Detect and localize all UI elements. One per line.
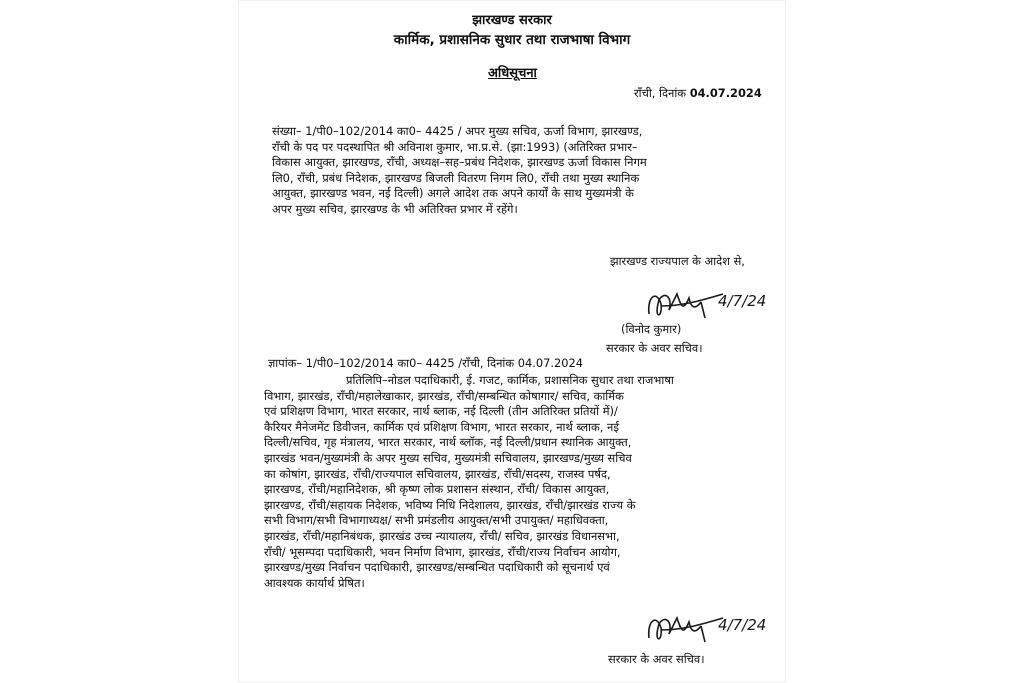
body-line: राँची के पद पर पदस्थापित श्री अविनाश कुमार, भा.प्र.से. (झा:1993) (अतिरिक्त प्रभार–	[272, 139, 638, 154]
copy-line: झारखण्ड, राँची/सहायक निदेशक, भविष्य निधि निदेशालय, झारखंड, राँची/झारखंड राज्य के	[264, 497, 636, 512]
copy-line: प्रतिलिपि–नोडल पदाधिकारी, ई. गजट, कार्मिक, प्रशासनिक सुधार तथा राजभाषा	[346, 373, 674, 387]
order-by-governor: झारखण्ड राज्यपाल के आदेश से,	[610, 254, 745, 268]
government-heading: झारखण्ड सरकार	[472, 13, 552, 28]
body-line: अपर मुख्य सचिव, झारखण्ड के भी अतिरिक्त प्रभार में रहेंगे।	[272, 201, 518, 216]
place-date	[634, 86, 762, 101]
body-line: विकास आयुक्त, झारखण्ड, राँची, अध्यक्ष–सह–प्रबंध निदेशक, झारखण्ड ऊर्जा विकास निगम	[272, 155, 647, 170]
copy-line: सभी विभाग/सभी विभागाध्यक्ष/ सभी प्रमंडलीय आयुक्त/सभी उपायुक्त/ महाधिवक्ता,	[264, 513, 609, 528]
notice-title: अधिसूचना	[488, 66, 537, 81]
copy-line: झारखंड भवन/मुख्यमंत्री के अपर मुख्य सचिव, मुख्यमंत्री सचिवालय, झारखण्ड/मुख्य सचिव	[264, 450, 632, 465]
copy-line: दिल्ली/सचिव, गृह मंत्रालय, भारत सरकार, नार्थ ब्लॉक, नई दिल्ली/प्रधान स्थानिक आयुक्त,	[264, 435, 632, 450]
copy-line: झारखण्ड/मुख्य निर्वाचन पदाधिकारी, झारखण्ड/सम्बन्धित पदाधिकारी को सूचनार्थ एवं	[264, 560, 610, 575]
notification-body	[272, 124, 760, 218]
signatory-designation: सरकार के अवर सचिव।	[606, 341, 703, 355]
copy-line: आवश्यक कार्यार्थ प्रेषित।	[264, 575, 365, 590]
signature-date: 4/7/24	[718, 616, 767, 634]
signatory-name: (विनोद कुमार)	[621, 322, 682, 336]
body-line: लि0, राँची, प्रबंध निदेशक, झारखण्ड बिजली वितरण निगम लि0, राँची तथा मुख्य स्थानिक	[272, 170, 640, 185]
department-heading: कार्मिक, प्रशासनिक सुधार तथा राजभाषा विभाग	[393, 32, 631, 48]
signature-date: 4/7/24	[718, 292, 767, 310]
notice-date: 04.07.2024	[689, 86, 762, 100]
copy-line: विभाग, झारखंड, राँची/महालेखाकार, झारखंड, राँची/सम्बन्धित कोषागार/ सचिव, कार्मिक	[264, 388, 624, 403]
copy-line: एवं प्रशिक्षण विभाग, भारत सरकार, नार्थ ब्लाक, नई दिल्ली (तीन अतिरिक्त प्रतियों में)/	[264, 404, 618, 419]
body-line: संख्या– 1/पी0–102/2014 का0– 4425 / अपर मुख्य सचिव, ऊर्जा विभाग, झारखण्ड,	[272, 124, 643, 138]
place-date-prefix: राँची, दिनांक	[634, 86, 687, 100]
copy-to-list	[264, 373, 774, 591]
copy-line: राँची/ भूसम्पदा पदाधिकारी, भवन निर्माण विभाग, झारखंड, राँची/राज्य निर्वाचन आयोग,	[264, 544, 621, 559]
copy-line: का कोषांग, झारखंड, राँची/राज्यपाल सचिवालय, झारखंड, राँची/सदस्य, राजस्व पर्षद,	[264, 466, 611, 481]
memo-number-line: ज्ञापांक– 1/पी0–102/2014 का0– 4425 /राँची, दिनांक 04.07.2024	[268, 356, 583, 370]
body-line: आयुक्त, झारखण्ड भवन, नई दिल्ली) अगले आदेश तक अपने कार्यों के साथ मुख्यमंत्री के	[272, 186, 634, 201]
signatory-designation: सरकार के अवर सचिव।	[608, 652, 705, 666]
notification-document	[238, 0, 786, 683]
copy-line: कैरियर मैनेजमेंट डिवीजन, कार्मिक एवं प्रशिक्षण विभाग, भारत सरकार, नार्थ ब्लाक, नई	[264, 419, 619, 434]
copy-line: झारखंड, राँची/महानिबंधक, झारखंड उच्च न्यायालय, राँची/ सचिव, झारखंड विधानसभा,	[264, 528, 620, 543]
copy-line: झारखण्ड, राँची/महानिदेशक, श्री कृष्ण लोक प्रशासन संस्थान, राँची/ विकास आयुक्त,	[264, 482, 610, 497]
